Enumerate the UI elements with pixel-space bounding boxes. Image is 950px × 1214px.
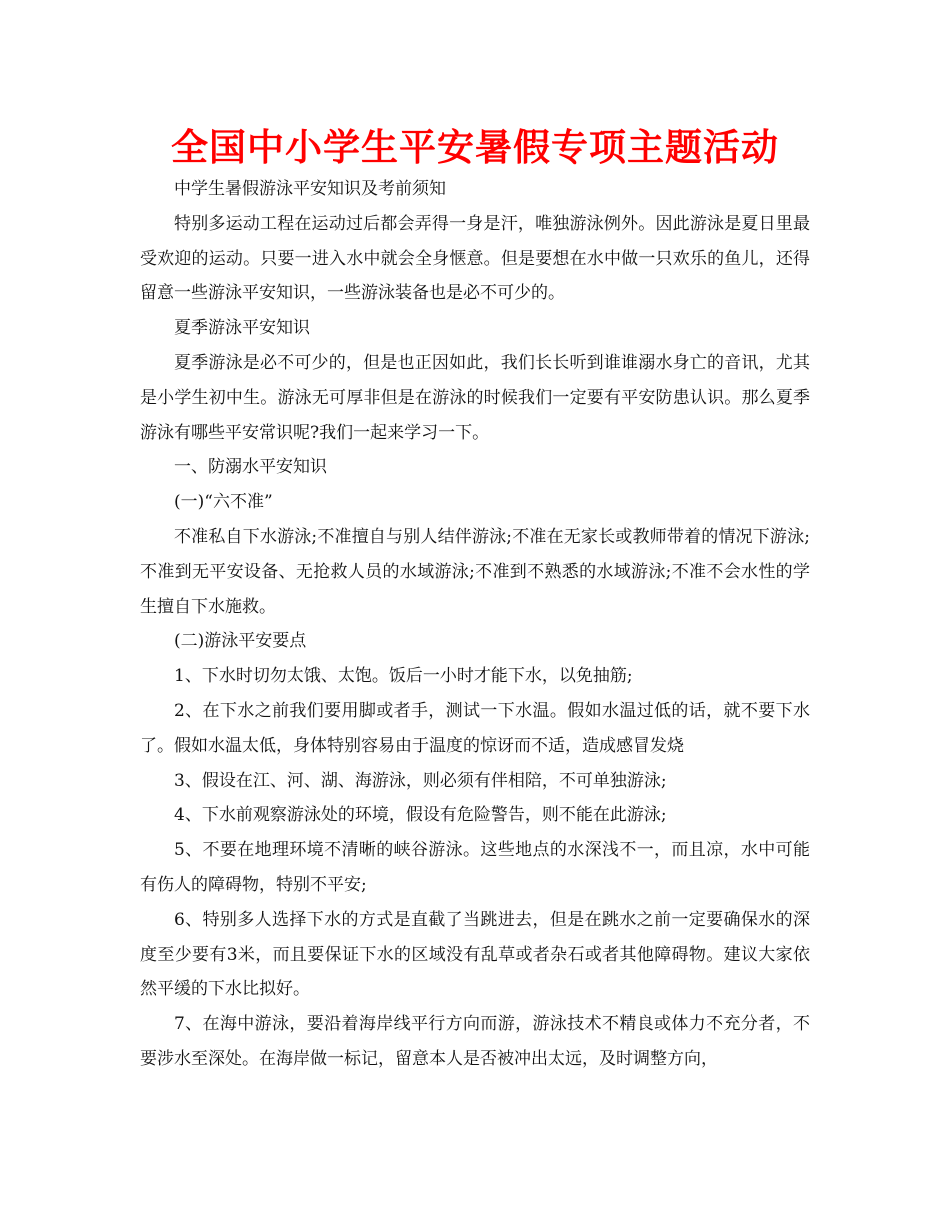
section-heading-summer-safety: 夏季游泳平安知识 [174,318,310,339]
list-item-7: 7、在海中游泳，要沿着海岸线平行方向而游，游泳技术不精良或体力不充分者，不要涉水至深处。在海岸做一标记，留意本人是否被冲出太远，及时调整方向， [140,1014,810,1069]
list-item-5: 5、不要在地理环境不清晰的峡谷游泳。这些地点的水深浅不一，而且凉，水中可能有伤人的障碍物，特别不平安; [140,840,810,895]
document-body [140,172,810,1077]
list-item-1: 1、下水时切勿太饿、太饱。饭后一小时才能下水，以免抽筋; [174,666,633,687]
list-item-4: 4、下水前观察游泳处的环境，假设有危险警告，则不能在此游泳; [174,805,667,826]
list-item-6: 6、特别多人选择下水的方式是直截了当跳进去，但是在跳水之前一定要确保水的深度至少要有3米，而且要保证下水的区域没有乱草或者杂石或者其他障碍物。建议大家依然平缓的下水比拟好。 [140,909,810,1000]
section-heading-drowning: 一、防溺水平安知识 [174,457,327,478]
list-item-2: 2、在下水之前我们要用脚或者手，测试一下水温。假如水温过低的话，就不要下水了。假如水温太低，身体特别容易由于温度的惊讶而不适，造成感冒发烧 [140,700,810,756]
subheading-six-rules: (一)“六不准” [174,492,273,513]
paragraph-subtitle: 中学生暑假游泳平安知识及考前须知 [174,179,446,199]
paragraph-summer-safety: 夏季游泳是必不可少的，但是也正因如此，我们长长听到谁谁溺水身亡的音讯，尤其是小学生初中生。游泳无可厚非但是在游泳的时候我们一定要有平安防患认识。那么夏季游泳有哪些平安常识呢?我们一起来学习一下。 [140,352,810,443]
subheading-key-points: (二)游泳平安要点 [174,631,307,652]
paragraph-six-rules: 不准私自下水游泳;不准擅自与别人结伴游泳;不准在无家长或教师带着的情况下游泳;不准到无平安设备、无抢救人员的水域游泳;不准到不熟悉的水域游泳;不准不会水性的学生擅自下水施救。 [140,526,810,617]
document-title: 全国中小学生平安暑假专项主题活动 [171,126,779,169]
list-item-3: 3、假设在江、河、湖、海游泳，则必须有伴相陪，不可单独游泳; [174,770,667,791]
paragraph-intro: 特别多运动工程在运动过后都会弄得一身是汗，唯独游泳例外。因此游泳是夏日里最受欢迎的运动。只要一进入水中就会全身惬意。但是要想在水中做一只欢乐的鱼儿，还得留意一些游泳平安知识，一些游泳装备也是必不可少的。 [140,213,810,304]
